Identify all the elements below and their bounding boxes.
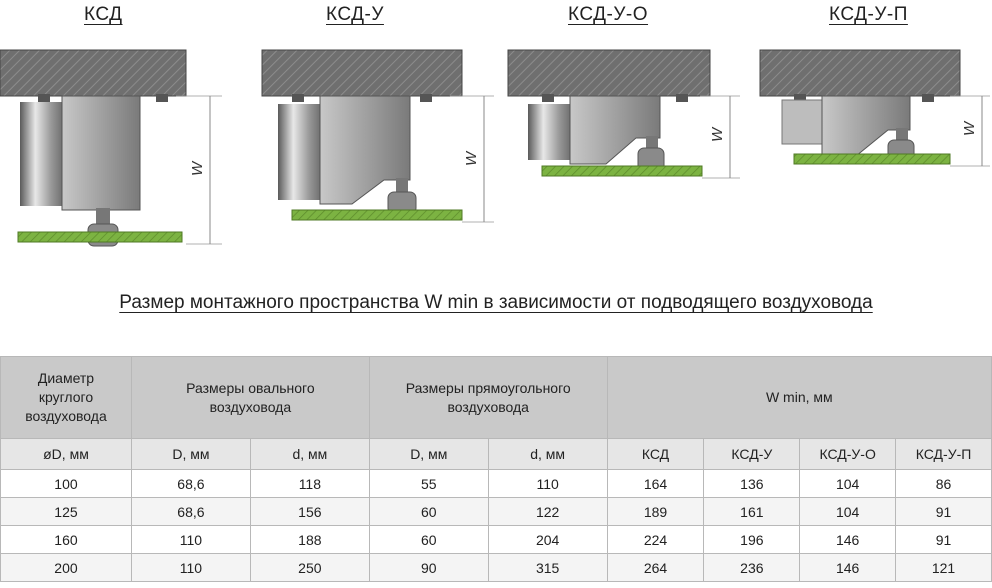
subheader-cell: КСД — [607, 439, 704, 470]
table-cell: 146 — [800, 554, 896, 582]
table-cell: 91 — [896, 526, 992, 554]
table-cell: 104 — [800, 498, 896, 526]
table-cell: 104 — [800, 470, 896, 498]
table-cell: 55 — [369, 470, 488, 498]
diagram-ksd-u-p — [760, 50, 990, 166]
table-row — [1, 526, 992, 554]
table-cell: 264 — [607, 554, 704, 582]
table-cell: 68,6 — [131, 498, 250, 526]
table-cell: 100 — [1, 470, 132, 498]
subheader-cell: КСД-У-О — [800, 439, 896, 470]
diagram-label-ksd-u: КСД-У — [326, 4, 384, 25]
w-min-table — [0, 356, 992, 582]
table-cell: 110 — [131, 526, 250, 554]
table-cell: 125 — [1, 498, 132, 526]
diagram-ksd-u-o — [508, 50, 740, 178]
table-cell: 224 — [607, 526, 704, 554]
table-cell: 161 — [704, 498, 800, 526]
header-rect: Размеры прямоугольного воздуховода — [369, 357, 607, 439]
table-cell: 146 — [800, 526, 896, 554]
header-oval: Размеры овального воздуховода — [131, 357, 369, 439]
table-cell: 122 — [488, 498, 607, 526]
table-cell: 196 — [704, 526, 800, 554]
table-row — [1, 470, 992, 498]
table-cell: 118 — [250, 470, 369, 498]
subheader-cell: D, мм — [369, 439, 488, 470]
table-cell: 110 — [131, 554, 250, 582]
subheader-cell: d, мм — [488, 439, 607, 470]
diagram-ksd-u — [262, 50, 494, 222]
table-cell: 315 — [488, 554, 607, 582]
table-cell: 160 — [1, 526, 132, 554]
table-cell: 236 — [704, 554, 800, 582]
subheader-cell: øD, мм — [1, 439, 132, 470]
subheader-cell: КСД-У — [704, 439, 800, 470]
table-cell: 204 — [488, 526, 607, 554]
table-cell: 90 — [369, 554, 488, 582]
table-cell: 121 — [896, 554, 992, 582]
mounting-diagrams — [0, 0, 992, 290]
table-cell: 86 — [896, 470, 992, 498]
table-cell: 200 — [1, 554, 132, 582]
table-row — [1, 554, 992, 582]
subheader-cell: КСД-У-П — [896, 439, 992, 470]
diagram-ksd — [0, 50, 222, 246]
header-diameter: Диаметр круглого воздуховода — [1, 357, 132, 439]
diagram-label-ksd: КСД — [84, 4, 123, 25]
table-cell: 110 — [488, 470, 607, 498]
dimension-w-1: W — [189, 161, 206, 176]
table-cell: 164 — [607, 470, 704, 498]
dimension-w-2: W — [463, 151, 480, 166]
table-cell: 188 — [250, 526, 369, 554]
dimension-w-3: W — [709, 127, 726, 142]
dimension-w-4: W — [961, 121, 978, 136]
table-caption: Размер монтажного пространства W min в зависимости от подводящего воздуховода — [119, 292, 873, 313]
table-row — [1, 498, 992, 526]
table-cell: 156 — [250, 498, 369, 526]
table-cell: 189 — [607, 498, 704, 526]
subheader-cell: D, мм — [131, 439, 250, 470]
diagram-label-ksd-u-o: КСД-У-О — [568, 4, 649, 25]
table-cell: 91 — [896, 498, 992, 526]
table-cell: 60 — [369, 498, 488, 526]
table-cell: 60 — [369, 526, 488, 554]
subheader-row — [1, 439, 992, 470]
table-cell: 68,6 — [131, 470, 250, 498]
header-wmin: W min, мм — [607, 357, 991, 439]
table-cell: 250 — [250, 554, 369, 582]
diagram-label-ksd-u-p: КСД-У-П — [829, 4, 908, 25]
subheader-cell: d, мм — [250, 439, 369, 470]
table-cell: 136 — [704, 470, 800, 498]
